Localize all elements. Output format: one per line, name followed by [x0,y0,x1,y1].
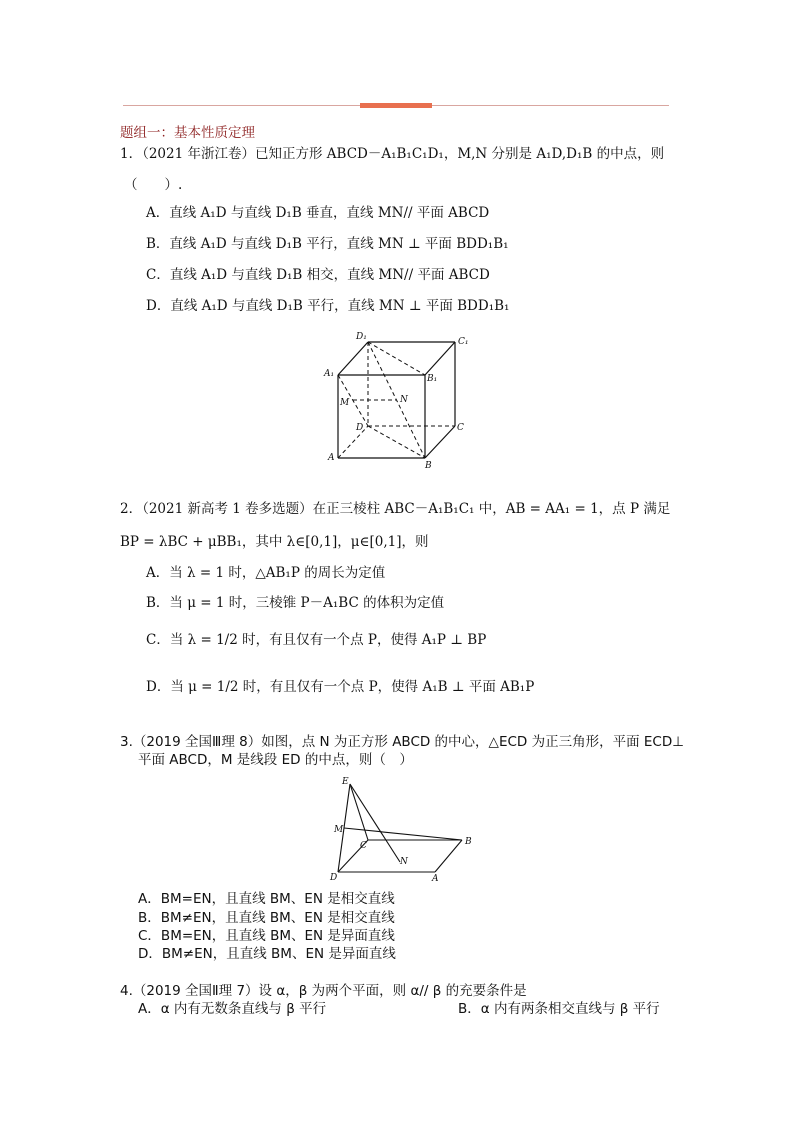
q1-option-b: B．直线 A₁D 与直线 D₁B 平行，直线 MN ⊥ 平面 BDD₁B₁ [146,236,509,252]
label-C1: C₁ [458,337,469,347]
q1-option-c: C．直线 A₁D 与直线 D₁B 相交，直线 MN// 平面 ABCD [146,267,490,283]
label-N: N [400,395,408,405]
q2-option-a: A．当 λ = 1 时，△AB₁P 的周长为定值 [146,565,386,581]
label-B1: B₁ [427,374,438,384]
q2-stem-line2: BP = λBC + μBB₁，其中 λ∈[0,1]，μ∈[0,1]，则 [120,534,429,550]
q2-option-d: D．当 μ = 1/2 时，有且仅有一个点 P，使得 A₁B ⊥ 平面 AB₁P [146,679,535,695]
label-A3: A [432,874,439,884]
q2-option-c: C．当 λ = 1/2 时，有且仅有一个点 P，使得 A₁P ⊥ BP [146,632,487,648]
label-B3: B [465,837,472,847]
label-N3: N [400,857,408,867]
q3-option-b: B．BM≠EN，且直线 BM、EN 是相交直线 [138,910,395,926]
q1-option-a: A．直线 A₁D 与直线 D₁B 垂直，直线 MN// 平面 ABCD [146,205,490,221]
label-D1: D₁ [356,332,367,342]
label-M: M [340,398,350,408]
label-D3: D [330,873,338,883]
q3-option-c: C．BM=EN，且直线 BM、EN 是异面直线 [138,928,395,944]
label-B: B [425,461,432,470]
header-accent-bar [360,103,432,108]
cube-figure [320,330,480,470]
label-A1: A₁ [324,369,335,379]
label-E: E [342,777,349,787]
q1-option-d: D．直线 A₁D 与直线 D₁B 平行，直线 MN ⊥ 平面 BDD₁B₁ [146,298,510,314]
q2-stem-line1: 2．（2021 新高考 1 卷多选题）在正三棱柱 ABC－A₁B₁C₁ 中，AB = AA₁ = 1，点 P 满足 [120,501,671,517]
section-title: 题组一：基本性质定理 [120,125,255,141]
q4-option-b: B．α 内有两条相交直线与 β 平行 [458,1001,660,1017]
q1-stem-line1: 1．（2021 年浙江卷）已知正方形 ABCD－A₁B₁C₁D₁，M,N 分别是 A₁D,D₁B 的中点，则 [120,146,665,162]
label-M3: M [334,825,344,835]
label-A: A [328,453,335,463]
q4-option-a: A．α 内有无数条直线与 β 平行 [138,1001,327,1017]
q4-stem: 4.（2019 全国Ⅱ理 7）设 α，β 为两个平面，则 α// β 的充要条件是 [120,983,527,999]
q3-option-d: D．BM≠EN，且直线 BM、EN 是异面直线 [138,946,396,962]
label-D: D [356,423,364,433]
q1-stem-line2: （ ）. [124,177,183,193]
q3-option-a: A．BM=EN，且直线 BM、EN 是相交直线 [138,891,395,907]
label-C3: C [360,841,367,851]
label-C: C [457,423,464,433]
q3-stem-line2: 平面 ABCD，M 是线段 ED 的中点，则（ ） [138,752,413,768]
q3-stem-line1: 3.（2019 全国Ⅲ理 8）如图，点 N 为正方形 ABCD 的中心，△ECD 为正三角形，平面 ECD⊥ [120,734,684,750]
pyramid-figure [320,772,480,884]
q2-option-b: B．当 μ = 1 时，三棱锥 P－A₁BC 的体积为定值 [146,595,445,611]
